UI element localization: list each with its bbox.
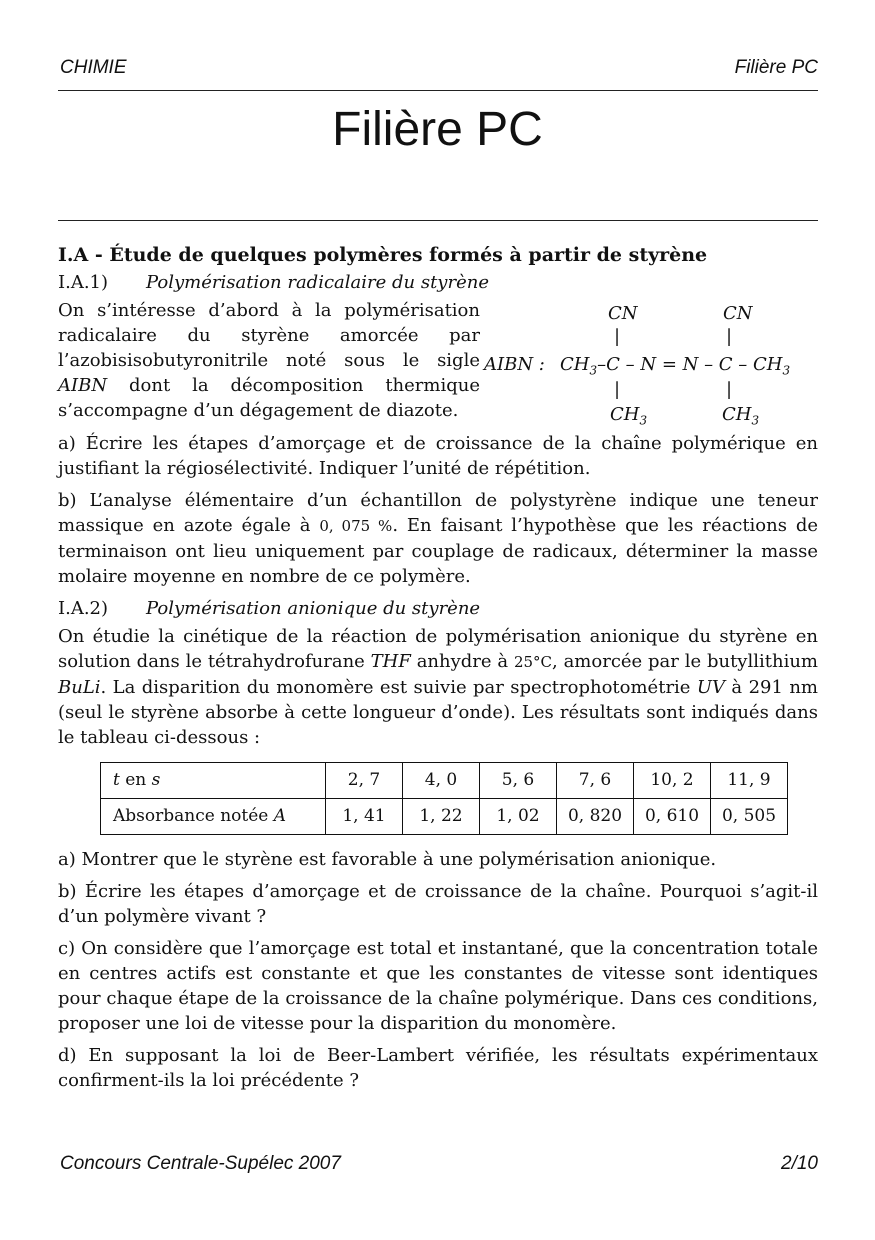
time-row-header xyxy=(101,763,326,799)
question-2d: d) En supposant la loi de Beer-Lambert vérifiée, les résultats expérimentaux confirment-ils la loi précédente ? xyxy=(58,1045,818,1091)
absorbance-table-wrapper xyxy=(100,762,818,835)
kinetics-text-1: On étudie la cinétique de la réaction de polymérisation anionique du styrène en solution dans le tétrahydrofurane xyxy=(58,626,818,672)
intro-text-b: dont la décomposition thermique s’accompagne d’un dégagement de diazote. xyxy=(58,375,480,421)
absorbance-cell: 1, 41 xyxy=(326,799,403,835)
molecule-label: AIBN : xyxy=(484,354,545,375)
question-2b: b) Écrire les étapes d’amorçage et de croissance de la chaîne. Pourquoi s’agit-il d’un polymère vivant ? xyxy=(58,881,818,927)
time-unit: s xyxy=(151,770,161,790)
footer-contest: Concours Centrale-Supélec 2007 xyxy=(60,1153,341,1174)
chain-sub-left: 3 xyxy=(589,363,598,378)
subsection-2-title: Polymérisation anionique du styrène xyxy=(146,598,481,619)
header-track: Filière PC xyxy=(734,57,818,78)
kinetics-text-3: , amorcée par le butyllithium xyxy=(552,651,818,672)
intro-text-a: On s’intéresse d’abord à la polymérisation radicalaire du styrène amorcée par l’azobisisobutyronitrile noté sous le sigle xyxy=(58,300,480,371)
absorbance-row xyxy=(101,799,788,835)
buli-symbol: BuLi xyxy=(58,677,101,698)
aibn-structure xyxy=(484,298,818,428)
ch3-left-sub: 3 xyxy=(639,413,648,428)
subsection-1-title: Polymérisation radicalaire du styrène xyxy=(146,272,489,293)
title-rule xyxy=(58,220,818,221)
ch3-left xyxy=(610,402,647,434)
time-cell: 4, 0 xyxy=(403,763,480,799)
kinetics-text-2: anhydre à xyxy=(410,651,514,672)
thf-symbol: THF xyxy=(370,651,411,672)
time-header-mid: en xyxy=(119,770,152,790)
header-rule xyxy=(58,90,818,91)
time-cell: 11, 9 xyxy=(711,763,788,799)
absorbance-cell: 1, 22 xyxy=(403,799,480,835)
bond-bottom-right: | xyxy=(726,379,733,400)
ch3-right xyxy=(722,402,759,434)
page-title: Filière PC xyxy=(332,103,543,156)
molecule-chain xyxy=(560,352,790,384)
ch3-right-text: CH xyxy=(722,404,752,425)
header-subject: CHIMIE xyxy=(60,57,127,78)
time-cell: 7, 6 xyxy=(557,763,634,799)
time-cell: 2, 7 xyxy=(326,763,403,799)
question-1b xyxy=(58,488,818,589)
temperature-value: 25°C xyxy=(513,653,553,671)
nitrogen-content-value: 0, 075 % xyxy=(319,517,393,535)
footer-page-number: 2/10 xyxy=(781,1153,818,1174)
cn-left: CN xyxy=(608,303,638,324)
absorbance-cell: 1, 02 xyxy=(480,799,557,835)
cn-right: CN xyxy=(723,303,753,324)
intro-block xyxy=(58,298,818,428)
subsection-2-number: I.A.2) xyxy=(58,598,109,619)
kinetics-text-5: à 291 nm (seul le styrène absorbe à cette longueur d’onde). Les résultats sont indiqués dans le tableau ci-dessous : xyxy=(58,677,818,748)
chain-sub-right: 3 xyxy=(782,363,791,378)
subsection-2-heading xyxy=(58,596,818,621)
subsection-1-heading xyxy=(58,270,818,295)
question-2c: c) On considère que l’amorçage est total et instantané, que la concentration totale en centres actifs est constante et que les constantes de vitesse sont identiques pour chaque étape de la croissance de la chaîne polymérique. Dans ces conditions, proposer une loi de vitesse pour la disparition du monomère. xyxy=(58,938,818,1034)
chain-core: –C – N = N – C – CH xyxy=(597,354,783,375)
kinetics-paragraph xyxy=(58,624,818,750)
bond-bottom-left: | xyxy=(614,379,621,400)
time-cell: 5, 6 xyxy=(480,763,557,799)
absorbance-header-text: Absorbance notée xyxy=(113,806,274,826)
uv-symbol: UV xyxy=(696,677,726,698)
main-content xyxy=(58,243,818,1093)
section-heading: I.A - Étude de quelques polymères formés à partir de styrène xyxy=(58,244,708,266)
chain-ch3-left: CH xyxy=(560,354,590,375)
ch3-left-text: CH xyxy=(610,404,640,425)
bond-top-left: | xyxy=(614,326,621,347)
question-1a: a) Écrire les étapes d’amorçage et de croissance de la chaîne polymérique en justifiant la régiosélectivité. Indiquer l’unité de répétition. xyxy=(58,433,818,479)
kinetics-text-4: . La disparition du monomère est suivie par spectrophotométrie xyxy=(100,677,697,698)
absorbance-table xyxy=(100,762,788,835)
intro-paragraph xyxy=(58,298,480,423)
absorbance-row-header xyxy=(101,799,326,835)
ch3-right-sub: 3 xyxy=(751,413,760,428)
absorbance-symbol: A xyxy=(273,806,287,826)
question-2a: a) Montrer que le styrène est favorable à une polymérisation anionique. xyxy=(58,849,717,870)
absorbance-cell: 0, 820 xyxy=(557,799,634,835)
question-1b-text-a: b) L’analyse élémentaire d’un échantillon de polystyrène indique une teneur massique en azote égale à xyxy=(58,490,818,536)
bond-top-right: | xyxy=(726,326,733,347)
time-symbol: t xyxy=(113,770,120,790)
question-1b-text-b: . En faisant l’hypothèse que les réactions de terminaison ont lieu uniquement par couplage de radicaux, déterminer la masse molaire moyenne en nombre de ce polymère. xyxy=(58,515,819,587)
time-row xyxy=(101,763,788,799)
absorbance-cell: 0, 610 xyxy=(634,799,711,835)
subsection-1-number: I.A.1) xyxy=(58,272,109,293)
aibn-symbol: AIBN xyxy=(58,375,108,396)
time-cell: 10, 2 xyxy=(634,763,711,799)
absorbance-cell: 0, 505 xyxy=(711,799,788,835)
